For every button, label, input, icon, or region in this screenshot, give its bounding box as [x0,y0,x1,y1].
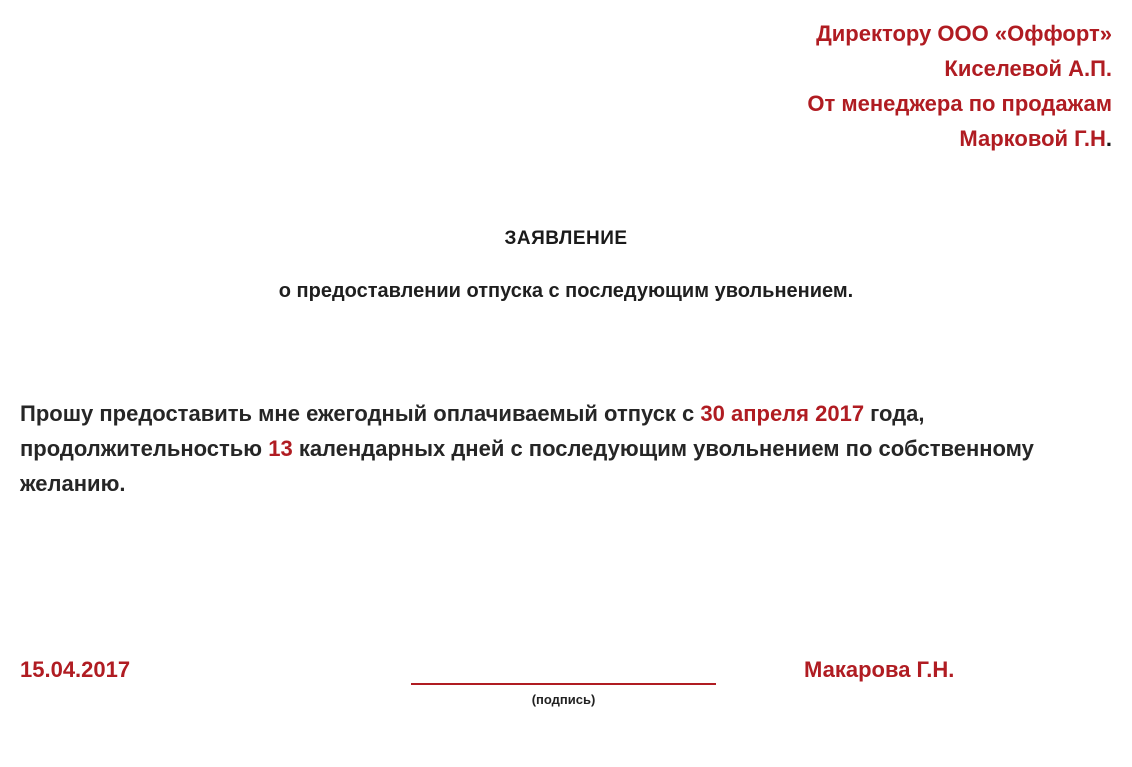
signer-name: Макарова Г.Н. [804,657,955,682]
addressee-block [807,16,1112,156]
request-paragraph [20,396,1100,501]
addressee-director: Директору ООО «Оффорт» [816,21,1112,46]
vacation-start-date: 30 апреля 2017 [700,401,865,426]
sender-position: От менеджера по продажам [807,91,1112,116]
sender-name: Марковой Г.Н [959,126,1106,151]
request-text-part2: года, продолжительностью [20,401,925,461]
vacation-days-count: 13 [268,436,293,461]
application-date: 15.04.2017 [20,657,131,682]
document-subtitle: о предоставлении отпуска с последующим увольнением. [278,280,854,302]
sender-name-period: . [1105,126,1112,151]
request-text-part1: Прошу предоставить мне ежегодный оплачиваемый отпуск с [20,401,701,426]
signature-line [411,683,716,685]
signature-caption: (подпись) [531,692,596,707]
request-text-part3: календарных дней с последующим увольнением по собственному желанию. [20,436,1034,496]
addressee-name: Киселевой А.П. [944,56,1112,81]
sender-name-line [807,121,1112,156]
document-title: ЗАЯВЛЕНИЕ [504,228,628,249]
